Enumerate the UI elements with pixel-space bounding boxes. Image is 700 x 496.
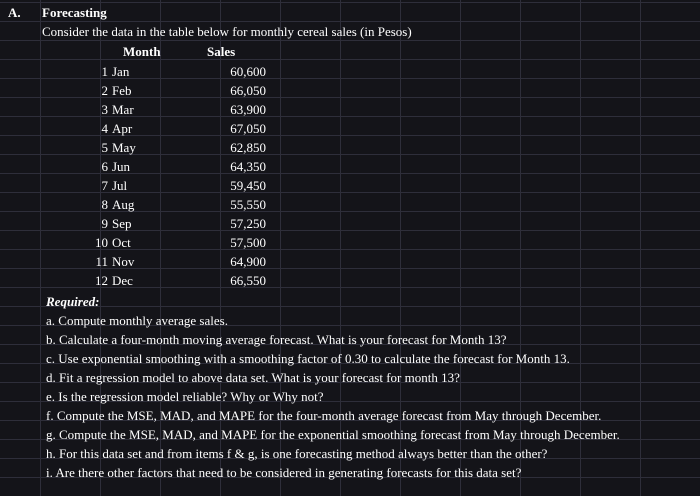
required-label: Required:: [46, 294, 100, 309]
table-row: [0, 214, 700, 233]
sales-value: 60,600: [230, 64, 266, 79]
table-row: [0, 138, 700, 157]
month-number: 1: [101, 64, 108, 79]
month-number: 10: [95, 235, 108, 250]
month-name: Jan: [112, 64, 130, 79]
month-name: Aug: [112, 197, 135, 212]
required-item: a. Compute monthly average sales.: [46, 313, 228, 328]
header-sales: Sales: [207, 44, 236, 59]
table-row: [0, 252, 700, 271]
sales-value: 66,550: [230, 273, 266, 288]
required-item: h. For this data set and from items f & g, is one forecasting method always better than the other?: [46, 446, 548, 461]
month-number: 9: [101, 216, 108, 231]
table-row: [0, 100, 700, 119]
table-row: [0, 157, 700, 176]
month-name: Mar: [112, 102, 134, 117]
month-number: 4: [101, 121, 108, 136]
table-row: [0, 62, 700, 81]
section-title: Forecasting: [42, 5, 107, 20]
month-name: Jul: [112, 178, 128, 193]
required-item: i. Are there other factors that need to be considered in generating forecasts for this data set?: [46, 465, 522, 480]
month-number: 5: [101, 140, 108, 155]
sales-value: 62,850: [230, 140, 266, 155]
month-name: Apr: [112, 121, 133, 136]
table-row: [0, 176, 700, 195]
sales-value: 55,550: [230, 197, 266, 212]
required-item: e. Is the regression model reliable? Why or Why not?: [46, 389, 324, 404]
table-row: [0, 81, 700, 100]
sales-value: 66,050: [230, 83, 266, 98]
month-name: Jun: [112, 159, 131, 174]
month-number: 12: [95, 273, 108, 288]
sales-value: 57,500: [230, 235, 266, 250]
required-item: g. Compute the MSE, MAD, and MAPE for the exponential smoothing forecast from May through December.: [46, 427, 620, 442]
header-month: Month: [123, 44, 161, 59]
month-name: Dec: [112, 273, 133, 288]
intro-text: Consider the data in the table below for monthly cereal sales (in Pesos): [42, 24, 412, 39]
required-item: f. Compute the MSE, MAD, and MAPE for the four-month average forecast from May through December.: [46, 408, 602, 423]
table-row: [0, 195, 700, 214]
month-number: 7: [101, 178, 108, 193]
month-name: May: [112, 140, 136, 155]
sales-value: 57,250: [230, 216, 266, 231]
sales-value: 59,450: [230, 178, 266, 193]
month-number: 6: [101, 159, 108, 174]
sales-value: 64,350: [230, 159, 266, 174]
section-letter: A.: [8, 5, 21, 20]
month-name: Feb: [112, 83, 132, 98]
table-row: [0, 271, 700, 290]
required-item: c. Use exponential smoothing with a smoothing factor of 0.30 to calculate the forecast for Month 13.: [46, 351, 570, 366]
month-number: 3: [101, 102, 108, 117]
month-name: Nov: [112, 254, 135, 269]
month-name: Oct: [112, 235, 131, 250]
month-number: 2: [101, 83, 108, 98]
month-number: 8: [101, 197, 108, 212]
sales-value: 63,900: [230, 102, 266, 117]
required-item: b. Calculate a four-month moving average forecast. What is your forecast for Month 13?: [46, 332, 507, 347]
month-name: Sep: [112, 216, 132, 231]
sales-value: 64,900: [230, 254, 266, 269]
sales-value: 67,050: [230, 121, 266, 136]
required-item: d. Fit a regression model to above data set. What is your forecast for month 13?: [46, 370, 460, 385]
table-row: [0, 119, 700, 138]
table-row: [0, 233, 700, 252]
month-number: 11: [95, 254, 108, 269]
